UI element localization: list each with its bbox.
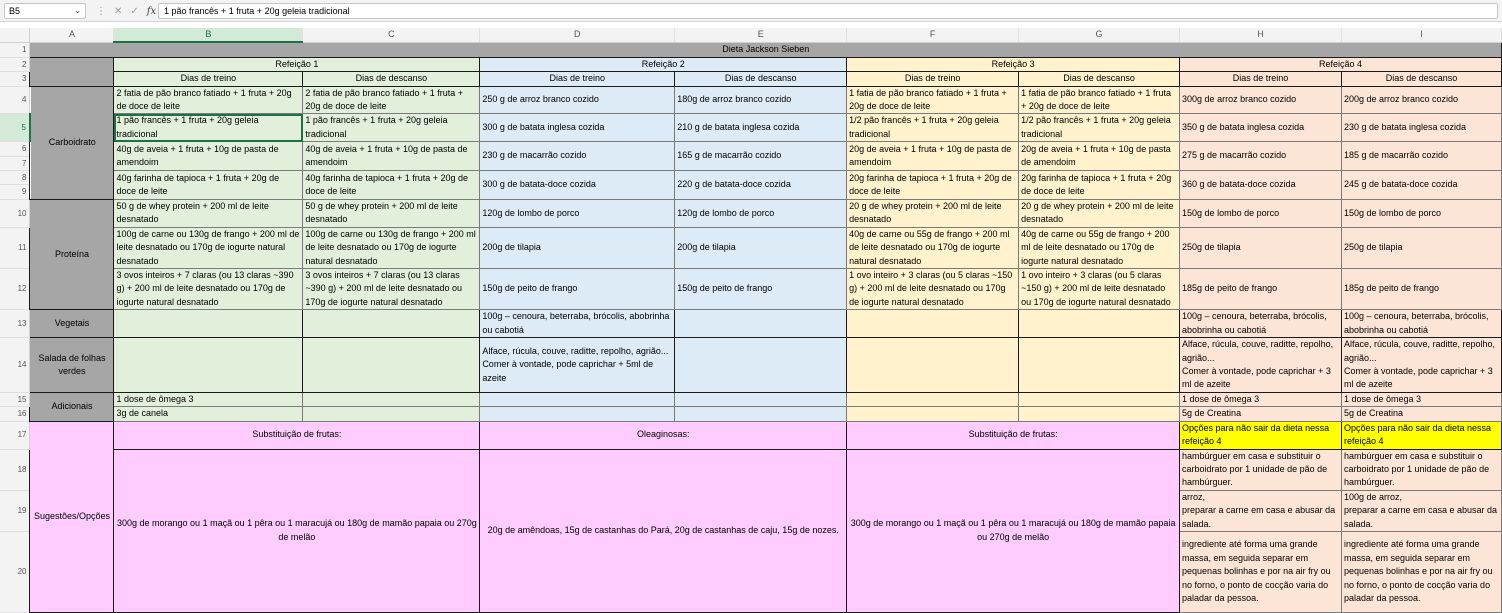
column-header-c[interactable]: C [303, 28, 480, 42]
meal-4-rest-header[interactable]: Dias de descanso [1341, 72, 1501, 86]
cell-c16[interactable] [303, 407, 480, 421]
sheet-table [0, 28, 1502, 613]
cell-b17[interactable]: Substituição de frutas: [114, 421, 480, 449]
cell-h6[interactable]: 275 g de macarrão cozido [1180, 142, 1342, 171]
cell-f8[interactable]: 20g farinha de tapioca + 1 fruta + 20g de doce de leite [847, 171, 1019, 200]
cell-b11[interactable]: 100g de carne ou 130g de frango + 200 ml de leite desnatado ou 170g de iogurte natural desnatado [114, 227, 303, 268]
cell-i15[interactable]: 1 dose de ômega 3 [1341, 392, 1501, 406]
category-suggestions[interactable]: Sugestões/Opções [30, 421, 114, 612]
category-veg[interactable]: Vegetais [30, 310, 114, 338]
cell-c11[interactable]: 100g de carne ou 130g de frango + 200 ml de leite desnatado ou 170g de iogurte natural desnatado [303, 227, 480, 268]
row-header-12[interactable]: 12 [0, 268, 30, 309]
cell-g4[interactable]: 1 fatia de pão branco fatiado + 1 fruta + 20g de doce de leite [1019, 86, 1180, 114]
row-header-2[interactable]: 2 [0, 57, 30, 71]
cell-i19[interactable]: 100g de arroz, preparar a carne em casa e abusar da salada. [1341, 490, 1501, 531]
cell-b8[interactable]: 40g farinha de tapioca + 1 fruta + 20g de doce de leite [114, 171, 303, 200]
cell-i5[interactable]: 230 g de batata inglesa cozida [1341, 114, 1501, 142]
cell-i17[interactable]: Opções para não sair da dieta nessa refeição 4 [1341, 421, 1501, 449]
cell-f16[interactable] [847, 407, 1019, 421]
cell-i6[interactable]: 185 g de macarrão cozido [1341, 142, 1501, 171]
cell-h10[interactable]: 150g de lombo de porco [1180, 199, 1342, 227]
row-header-7[interactable]: 7 [0, 156, 30, 170]
cell-e12[interactable]: 150g de peito de frango [675, 268, 847, 309]
cell-g16[interactable] [1019, 407, 1180, 421]
chevron-down-icon[interactable]: ⌄ [74, 6, 81, 15]
cell-d13[interactable]: 100g – cenoura, beterraba, brócolis, abobrinha ou cabotiá [480, 310, 675, 338]
more-icon[interactable]: ⋮ [96, 5, 106, 17]
cell-c4[interactable]: 2 fatia de pão branco fatiado + 1 fruta + 20g de doce de leite [303, 86, 480, 114]
cell-h18[interactable]: hambúrguer em casa e substituir o carboidrato por 1 unidade de pão de hambúrguer. [1180, 449, 1342, 490]
row-header-6[interactable]: 6 [0, 142, 30, 156]
cell-h19[interactable]: arroz, preparar a carne em casa e abusar da salada. [1180, 490, 1342, 531]
category-extras[interactable]: Adicionais [30, 392, 114, 421]
row-header-5[interactable]: 5 [0, 114, 30, 142]
cell-h8[interactable]: 360 g de batata-doce cozida [1180, 171, 1342, 200]
cell-h12[interactable]: 185g de peito de frango [1180, 268, 1342, 309]
column-header-e[interactable]: E [675, 28, 847, 42]
cell-h11[interactable]: 250g de tilapia [1180, 227, 1342, 268]
cell-i11[interactable]: 250g de tilapia [1341, 227, 1501, 268]
category-protein[interactable]: Proteína [30, 199, 114, 309]
column-header-b[interactable]: B [114, 28, 303, 42]
row-header-9[interactable]: 9 [0, 185, 30, 199]
row-header-19[interactable]: 19 [0, 490, 30, 531]
column-header-f[interactable]: F [847, 28, 1019, 42]
column-header-h[interactable]: H [1180, 28, 1342, 42]
cell-b12[interactable]: 3 ovos inteiros + 7 claras (ou 13 claras ~390 g) + 200 ml de leite desnatado ou 170g de iogurte natural desnatado [114, 268, 303, 309]
cell-h20[interactable]: ingrediente até forma uma grande massa, em seguida separar em pequenas bolinhas e por na air fry ou no forno, o ponto de cocção varia do paladar da pessoa. [1180, 532, 1342, 613]
cell-c14[interactable] [303, 337, 480, 392]
meal-3-train-header[interactable]: Dias de treino [847, 72, 1019, 86]
function-icon[interactable]: fx [146, 5, 157, 17]
row-header-20[interactable]: 20 [0, 532, 30, 613]
row-header-17[interactable]: 17 [0, 421, 30, 449]
cell-e10[interactable]: 120g de lombo de porco [675, 199, 847, 227]
cell-c10[interactable]: 50 g de whey protein + 200 ml de leite desnatado [303, 199, 480, 227]
cell-h16[interactable]: 5g de Creatina [1180, 407, 1342, 421]
name-box[interactable] [4, 3, 86, 19]
row-header-11[interactable]: 11 [0, 227, 30, 268]
meal-3-header[interactable]: Refeição 3 [847, 57, 1180, 71]
cell-f4[interactable]: 1 fatia de pão branco fatiado + 1 fruta + 20g de doce de leite [847, 86, 1019, 114]
cell-d6[interactable]: 230 g de macarrão cozido [480, 142, 675, 171]
cell-i12[interactable]: 185g de peito de frango [1341, 268, 1501, 309]
formula-icons [96, 3, 156, 19]
category-corner-cell[interactable] [30, 57, 114, 86]
row-header-14[interactable]: 14 [0, 337, 30, 392]
cell-g6[interactable]: 20g de aveia + 1 fruta + 10g de pasta de amendoim [1019, 142, 1180, 171]
category-salad[interactable]: Salada de folhas verdes [30, 337, 114, 392]
cell-i20[interactable]: ingrediente até forma uma grande massa, em seguida separar em pequenas bolinhas e por na air fry ou no forno, o ponto de cocção varia do paladar da pessoa. [1341, 532, 1501, 613]
cell-h17[interactable]: Opções para não sair da dieta nessa refeição 4 [1180, 421, 1342, 449]
spreadsheet-grid [0, 28, 1502, 613]
cell-b15[interactable]: 1 dose de ômega 3 [114, 392, 303, 406]
cell-e15[interactable] [675, 392, 847, 406]
meal-3-rest-header[interactable]: Dias de descanso [1019, 72, 1180, 86]
cell-i4[interactable]: 200g de arroz branco cozido [1341, 86, 1501, 114]
cell-b16[interactable]: 3g de canela [114, 407, 303, 421]
cell-c13[interactable] [303, 310, 480, 338]
cell-f15[interactable] [847, 392, 1019, 406]
cell-f14[interactable] [847, 337, 1019, 392]
cell-d8[interactable]: 300 g de batata-doce cozida [480, 171, 675, 200]
name-box-value: B5 [9, 6, 21, 16]
cell-h14[interactable]: Alface, rúcula, couve, raditte, repolho, agrião... Comer à vontade, pode caprichar + 3 ml de azeite [1180, 337, 1342, 392]
meal-1-header[interactable]: Refeição 1 [114, 57, 480, 71]
formula-input[interactable] [158, 3, 1498, 19]
title-cell[interactable]: Dieta Jackson Sieben [30, 42, 1502, 57]
cell-b6[interactable]: 40g de aveia + 1 fruta + 10g de pasta de amendoim [114, 142, 303, 171]
cell-e4[interactable]: 180g de arroz branco cozido [675, 86, 847, 114]
meal-4-header[interactable]: Refeição 4 [1180, 57, 1502, 71]
cell-b18[interactable]: 300g de morango ou 1 maçã ou 1 pêra ou 1 maracujá ou 180g de mamão papaia ou 270g de melão [114, 449, 480, 612]
cell-g8[interactable]: 20g farinha de tapioca + 1 fruta + 20g de doce de leite [1019, 171, 1180, 200]
cell-g10[interactable]: 20 g de whey protein + 200 ml de leite desnatado [1019, 199, 1180, 227]
cell-b4[interactable]: 2 fatia de pão branco fatiado + 1 fruta + 20g de doce de leite [114, 86, 303, 114]
row-header-10[interactable]: 10 [0, 199, 30, 227]
meal-4-train-header[interactable]: Dias de treino [1180, 72, 1342, 86]
cell-c5[interactable]: 1 pão francês + 1 fruta + 20g geleia tradicional [303, 114, 480, 142]
select-all-corner[interactable] [0, 28, 30, 42]
cell-i16[interactable]: 5g de Creatina [1341, 407, 1501, 421]
cell-g11[interactable]: 40g de carne ou 55g de frango + 200 ml de leite desnatado ou 170g de iogurte natural desnatado [1019, 227, 1180, 268]
cell-d11[interactable]: 200g de tilapia [480, 227, 675, 268]
cell-b10[interactable]: 50 g de whey protein + 200 ml de leite desnatado [114, 199, 303, 227]
row-header-18[interactable]: 18 [0, 449, 30, 490]
column-header-d[interactable]: D [480, 28, 675, 42]
column-header-i[interactable]: I [1341, 28, 1501, 42]
cell-e5[interactable]: 210 g de batata inglesa cozida [675, 114, 847, 142]
cell-f12[interactable]: 1 ovo inteiro + 3 claras (ou 5 claras ~150 g) + 200 ml de leite desnatado ou 170g de iogurte natural desnatado [847, 268, 1019, 309]
cell-h4[interactable]: 300g de arroz branco cozido [1180, 86, 1342, 114]
cell-b5[interactable]: 1 pão francês + 1 fruta + 20g geleia tradicional [114, 114, 303, 142]
cell-d15[interactable] [480, 392, 675, 406]
column-header-a[interactable]: A [30, 28, 114, 42]
formula-text: 1 pão francês + 1 fruta + 20g geleia tradicional [164, 6, 350, 16]
confirm-icon[interactable]: ✓ [130, 5, 139, 17]
cell-f6[interactable]: 20g de aveia + 1 fruta + 10g de pasta de amendoim [847, 142, 1019, 171]
cell-f18[interactable]: 300g de morango ou 1 maçã ou 1 pêra ou 1 maracujá ou 180g de mamão papaia ou 270g de melão [847, 449, 1180, 612]
cell-f11[interactable]: 40g de carne ou 55g de frango + 200 ml de leite desnatado ou 170g de iogurte natural desnatado [847, 227, 1019, 268]
cell-f10[interactable]: 20 g de whey protein + 200 ml de leite desnatado [847, 199, 1019, 227]
cell-h5[interactable]: 350 g de batata inglesa cozida [1180, 114, 1342, 142]
cell-d17[interactable]: Oleaginosas: [480, 421, 847, 449]
meal-2-train-header[interactable]: Dias de treino [480, 72, 675, 86]
cell-h13[interactable]: 100g – cenoura, beterraba, brócolis, abobrinha ou cabotiá [1180, 310, 1342, 338]
row-header-3[interactable]: 3 [0, 72, 30, 86]
cell-c8[interactable]: 40g farinha de tapioca + 1 fruta + 20g de doce de leite [303, 171, 480, 200]
row-header-8[interactable]: 8 [0, 171, 30, 185]
cell-c12[interactable]: 3 ovos inteiros + 7 claras (ou 13 claras ~390 g) + 200 ml de leite desnatado ou 170g de iogurte natural desnatado [303, 268, 480, 309]
cell-c6[interactable]: 40g de aveia + 1 fruta + 10g de pasta de amendoim [303, 142, 480, 171]
meal-2-rest-header[interactable]: Dias de descanso [675, 72, 847, 86]
cell-i18[interactable]: hambúrguer em casa e substituir o carboidrato por 1 unidade de pão de hambúrguer. [1341, 449, 1501, 490]
column-header-g[interactable]: G [1019, 28, 1180, 42]
cell-g12[interactable]: 1 ovo inteiro + 3 claras (ou 5 claras ~150 g) + 200 ml de leite desnatado ou 170g de iogurte natural desnatado [1019, 268, 1180, 309]
cell-i10[interactable]: 150g de lombo de porco [1341, 199, 1501, 227]
cell-b14[interactable] [114, 337, 303, 392]
row-header-13[interactable]: 13 [0, 310, 30, 338]
cell-d18[interactable]: 20g de amêndoas, 15g de castanhas do Pará, 20g de castanhas de caju, 15g de nozes. [480, 449, 847, 612]
cell-e14[interactable] [675, 337, 847, 392]
cell-i13[interactable]: 100g – cenoura, beterraba, brócolis, abobrinha ou cabotiá [1341, 310, 1501, 338]
cell-f13[interactable] [847, 310, 1019, 338]
cell-f17[interactable]: Substituição de frutas: [847, 421, 1180, 449]
cell-g15[interactable] [1019, 392, 1180, 406]
cell-c15[interactable] [303, 392, 480, 406]
cell-d5[interactable]: 300 g de batata inglesa cozida [480, 114, 675, 142]
cell-e8[interactable]: 220 g de batata-doce cozida [675, 171, 847, 200]
formula-bar [0, 0, 1502, 22]
cell-b13[interactable] [114, 310, 303, 338]
cell-d4[interactable]: 250 g de arroz branco cozido [480, 86, 675, 114]
meal-1-rest-header[interactable]: Dias de descanso [303, 72, 480, 86]
cell-g5[interactable]: 1/2 pão francês + 1 fruta + 20g geleia tradicional [1019, 114, 1180, 142]
cell-i14[interactable]: Alface, rúcula, couve, raditte, repolho, agrião... Comer à vontade, pode caprichar + 3 ml de azeite [1341, 337, 1501, 392]
cell-i8[interactable]: 245 g de batata-doce cozida [1341, 171, 1501, 200]
row-header-4[interactable]: 4 [0, 86, 30, 114]
cell-e13[interactable] [675, 310, 847, 338]
cell-g13[interactable] [1019, 310, 1180, 338]
row-header-1[interactable]: 1 [0, 42, 30, 57]
cell-d10[interactable]: 120g de lombo de porco [480, 199, 675, 227]
cell-f5[interactable]: 1/2 pão francês + 1 fruta + 20g geleia tradicional [847, 114, 1019, 142]
cancel-icon[interactable]: ✕ [114, 5, 123, 17]
cell-d14[interactable]: Alface, rúcula, couve, raditte, repolho, agrião... Comer à vontade, pode caprichar + 5ml de azeite [480, 337, 675, 392]
cell-g14[interactable] [1019, 337, 1180, 392]
row-header-16[interactable]: 16 [0, 407, 30, 421]
cell-d12[interactable]: 150g de peito de frango [480, 268, 675, 309]
row-header-15[interactable]: 15 [0, 392, 30, 406]
category-carb[interactable]: Carboidrato [30, 86, 114, 199]
meal-2-header[interactable]: Refeição 2 [480, 57, 847, 71]
cell-e6[interactable]: 165 g de macarrão cozido [675, 142, 847, 171]
cell-d16[interactable] [480, 407, 675, 421]
cell-h15[interactable]: 1 dose de ômega 3 [1180, 392, 1342, 406]
meal-1-train-header[interactable]: Dias de treino [114, 72, 303, 86]
cell-e11[interactable]: 200g de tilapia [675, 227, 847, 268]
cell-e16[interactable] [675, 407, 847, 421]
